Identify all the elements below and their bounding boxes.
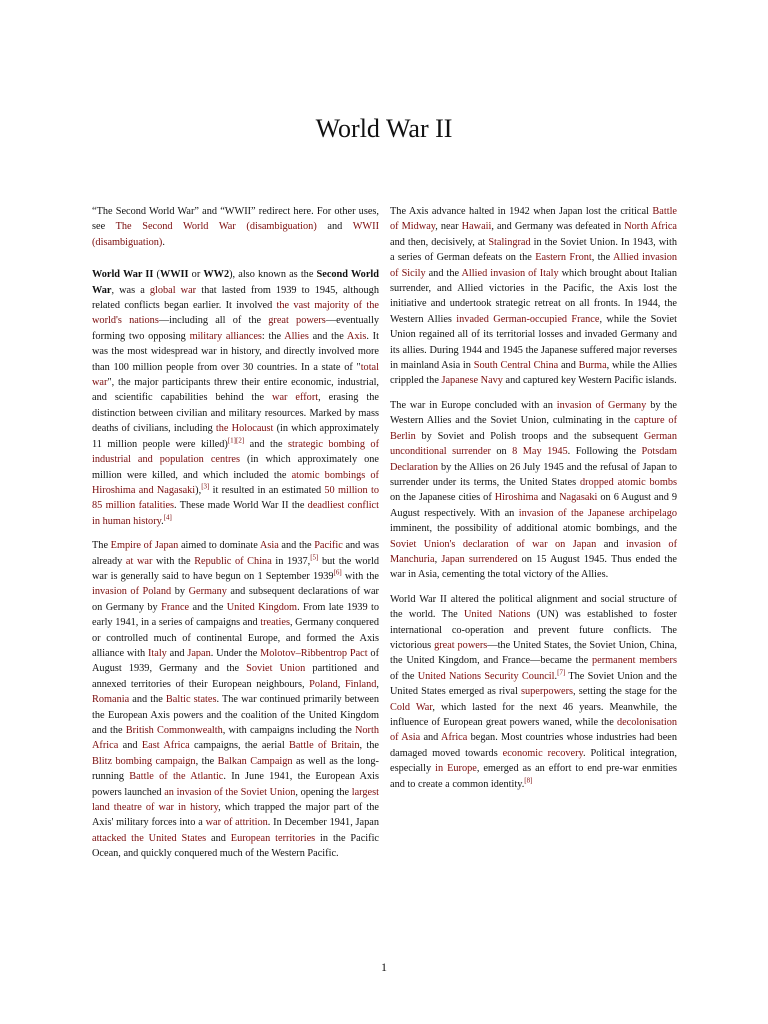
text: World War II altered the political alignment and social structure of the world. The (390, 593, 677, 621)
link-atomic-bombings[interactable]: atomic bombings of Hiroshima and Nagasaki (92, 469, 379, 496)
text: : the (261, 330, 285, 342)
citation-ref[interactable]: [4] (163, 513, 172, 522)
citation-ref[interactable]: [8] (524, 776, 533, 785)
paragraph-4 (390, 398, 677, 583)
text: . (161, 515, 164, 527)
hatnote (92, 204, 379, 250)
text: , which trapped the major part of the Axis' military forces into a (92, 802, 379, 829)
text: on 6 August and 9 August respectively. With an (390, 492, 678, 519)
text: ), also known as the (229, 269, 317, 281)
text: and (596, 538, 627, 550)
link-molotov-ribbentrop-pact[interactable]: Molotov–Ribbentrop Pact (260, 647, 368, 659)
link-france[interactable]: France (161, 601, 190, 613)
text: or (188, 269, 204, 281)
text: . Political integration, especially (390, 747, 678, 775)
text: . From late 1939 to early 1941, in a series of campaigns and (92, 601, 380, 629)
link-total-war[interactable]: total war (92, 361, 379, 389)
link-battle-of-midway[interactable]: Battle of Midway (390, 206, 677, 233)
link-superpowers[interactable]: superpowers (520, 686, 574, 698)
text: . These made World War II the (174, 500, 308, 512)
text: with the (341, 570, 379, 582)
text: The Axis advance halted in 1942 when Japan lost the critical (390, 206, 653, 217)
link-deadliest-conflict[interactable]: deadliest conflict in human history (92, 500, 379, 527)
text: ", the major participants threw their entire economic, industrial, and scientific capabilities behind the (92, 377, 379, 404)
link-east-africa[interactable]: East Africa (141, 740, 190, 752)
link-8-may-1945[interactable]: 8 May 1945 (512, 446, 568, 458)
text: The Soviet Union and the United States emerged as rival (390, 670, 677, 698)
text: , Germany conquered or controlled much of continental Europe, and formed the Axis alliance with (92, 617, 380, 659)
link-balkan-campaign[interactable]: Balkan Campaign (217, 755, 293, 767)
link-pacific[interactable]: Pacific (314, 540, 343, 552)
link-invasion-of-italy[interactable]: Allied invasion of Italy (461, 267, 559, 279)
link-battle-of-the-atlantic[interactable]: Battle of the Atlantic (129, 771, 224, 783)
text: , was a (111, 284, 150, 296)
link-japan-surrendered[interactable]: Japan surrendered (441, 553, 518, 565)
link-largest-land-theatre[interactable]: largest land theatre of war in history (92, 786, 379, 814)
link-soviet-declaration-of-war[interactable]: Soviet Union's declaration of war on Japan (390, 538, 597, 550)
text: which brought about Italian surrender, and Allied victories in the Pacific, the Axis lost the initiative and undertook strategic retreat on all fronts. In 1944, the Western Allies (390, 267, 677, 325)
link-south-central-china[interactable]: South Central China (473, 360, 559, 372)
text: , opening the (295, 786, 352, 798)
text: , near (435, 221, 462, 233)
text: , the (359, 740, 379, 752)
text: on the Japanese cities of (390, 492, 495, 504)
text: in the Soviet Union. In 1943, with a series of German defeats on the (390, 236, 677, 264)
link-worlds-nations[interactable]: the vast majority of the world's nations (92, 300, 379, 327)
text: and subsequent declarations of war on Germany by (92, 586, 379, 613)
link-romania[interactable]: Romania (92, 694, 130, 706)
link-in-europe[interactable]: in Europe (435, 763, 477, 775)
citation-ref[interactable]: [3] (201, 482, 210, 491)
hatnote-text: “The Second World War” and “WWII” redirect here. For other uses, see (92, 206, 379, 233)
link-the-holocaust[interactable]: the Holocaust (215, 423, 274, 435)
text: . It was the most widespread war in history, and directly involved more than 100 million people from over 30 countries. In a state of " (92, 330, 379, 373)
text: but the world war is generally said to have begun on 1 September 1939 (92, 555, 380, 582)
link-dropped-atomic-bombs[interactable]: dropped atomic bombs (579, 476, 677, 488)
text: and the (189, 601, 227, 613)
link-economic-recovery[interactable]: economic recovery (502, 747, 584, 759)
text: by (171, 586, 189, 598)
link-military-alliances[interactable]: military alliances (189, 330, 262, 342)
link-baltic-states[interactable]: Baltic states (165, 694, 217, 706)
text: . In June 1941, the European Axis powers launched (92, 771, 379, 798)
text: partitioned and annexed territories of their European neighbours, (92, 663, 379, 690)
link-nagasaki[interactable]: Nagasaki (559, 492, 598, 504)
link-invasion-of-japan[interactable]: invasion of the Japanese archipelago (518, 507, 677, 519)
link-axis[interactable]: Axis (346, 330, 367, 342)
text: and captured key Western Pacific islands. (502, 375, 677, 387)
left-column (92, 204, 379, 871)
link-united-nations[interactable]: United Nations (464, 609, 531, 621)
text: (UN) was established to foster international co-operation and prevent future conflicts. The victorious (390, 609, 677, 651)
link-north-africa[interactable]: North Africa (92, 725, 379, 752)
bold-term: WW2 (203, 269, 230, 281)
link-security-council[interactable]: United Nations Security Council (417, 670, 555, 682)
link-soviet-union[interactable]: Soviet Union (246, 663, 306, 675)
link-attacked-united-states[interactable]: attacked the United States (92, 832, 207, 844)
text: , erasing the distinction between civilian and military resources. Marked by mass deaths of civilians, including (92, 392, 379, 435)
text: —the United States, the Soviet Union, China, the United Kingdom, and France—became the (390, 639, 677, 667)
link-invasion-of-sicily[interactable]: Allied invasion of Sicily (390, 252, 678, 279)
page-title: World War II (315, 114, 453, 143)
text: and (166, 647, 188, 659)
text: , (376, 678, 379, 690)
hatnote-text: . (162, 236, 165, 248)
paragraph-intro (92, 267, 379, 529)
text: and the (308, 330, 347, 342)
text: The war in Europe concluded with an (390, 399, 557, 411)
text: it resulted in an estimated (209, 484, 325, 496)
link-war-effort[interactable]: war effort (272, 392, 319, 404)
text: , emerged as an effort to end pre-war enmities and to create a common identity. (390, 763, 677, 790)
link-wwii-disambiguation[interactable]: WWII (disambiguation) (92, 221, 379, 248)
hatnote-text: and (316, 221, 353, 233)
link-hawaii[interactable]: Hawaii (461, 221, 492, 233)
text: . The war continued primarily between the European Axis powers and the coalition of the United Kingdom and the (92, 694, 379, 736)
link-german-surrender[interactable]: German unconditional surrender (390, 430, 677, 458)
text: that lasted from 1939 to 1945, although related conflicts began earlier. It involved (92, 284, 379, 312)
text: by the Western Allies and the Soviet Union, culminating in the (390, 399, 678, 427)
link-british-commonwealth[interactable]: British Commonwealth (125, 725, 223, 736)
link-fatalities[interactable]: 50 million to 85 million fatalities (92, 484, 379, 512)
text: by Soviet and Polish troops and the subsequent (415, 430, 644, 442)
link-hiroshima[interactable]: Hiroshima (494, 492, 539, 504)
text: , the (195, 755, 218, 767)
link-war-of-attrition[interactable]: war of attrition (205, 817, 268, 829)
text: , (337, 678, 345, 690)
text: ( (153, 269, 160, 281)
text: ), (195, 484, 202, 496)
link-potsdam-declaration[interactable]: Potsdam Declaration (390, 446, 677, 473)
link-at-war[interactable]: at war (125, 555, 153, 567)
citation-ref[interactable]: [1][2] (227, 436, 245, 445)
bold-term: World War II (92, 269, 154, 281)
text: and the (278, 540, 315, 552)
text: began. Most countries whose industries had been damaged moved towards (390, 732, 677, 759)
text: in the Pacific Ocean, and quickly conquered much of the Western Pacific. (92, 832, 379, 860)
text: The (92, 540, 111, 552)
link-japan[interactable]: Japan (187, 647, 211, 659)
link-strategic-bombing[interactable]: strategic bombing of industrial and population centres (92, 438, 380, 466)
text: of August 1939, Germany and the (92, 647, 380, 675)
text: and then, decisively, at (390, 236, 489, 248)
link-battle-of-britain[interactable]: Battle of Britain (289, 740, 360, 752)
link-eastern-front[interactable]: Eastern Front (535, 252, 592, 264)
link-global-war[interactable]: global war (149, 284, 197, 296)
text: and (206, 832, 231, 844)
link-permanent-members[interactable]: permanent members (592, 655, 677, 667)
paragraph-5 (390, 592, 677, 792)
link-cold-war[interactable]: Cold War (390, 701, 433, 713)
text: as well as the long-running (92, 755, 379, 783)
link-japanese-navy[interactable]: Japanese Navy (441, 375, 503, 387)
text: and was already (92, 540, 379, 567)
text: campaigns, the aerial (189, 740, 290, 752)
text: on (490, 446, 513, 458)
citation-ref[interactable]: [5] (310, 553, 319, 562)
text: in 1937, (271, 555, 311, 567)
text: . In December 1941, Japan (267, 817, 379, 829)
link-africa[interactable]: Africa (441, 732, 468, 744)
text: and (538, 492, 560, 504)
paragraph-2 (92, 538, 379, 862)
bold-term: WWII (159, 269, 189, 281)
text: , the (591, 252, 614, 264)
text: , while the Soviet Union regained all of its territorial losses and invaded Germany and its allies. During 1944 and 1945 the Japanese suffered major reverses in mainland Asia in (390, 313, 677, 372)
link-blitz[interactable]: Blitz bombing campaign (92, 755, 196, 767)
text: , while the Allies crippled the (390, 360, 678, 387)
link-asia[interactable]: Asia (259, 540, 279, 552)
text: and (118, 740, 142, 752)
text: , and Germany was defeated in (491, 221, 625, 233)
paragraph-3 (390, 204, 677, 389)
link-north-africa[interactable]: North Africa (624, 221, 677, 233)
bold-term: Second World War (92, 269, 379, 296)
link-capture-of-berlin[interactable]: capture of Berlin (390, 415, 678, 442)
text: , with campaigns including the (222, 725, 355, 736)
text: with the (152, 555, 195, 567)
link-united-kingdom[interactable]: United Kingdom (226, 601, 298, 613)
link-italy[interactable]: Italy (147, 647, 167, 659)
link-poland[interactable]: Poland (309, 678, 338, 690)
text: , which lasted for the next 46 years. Meanwhile, the influence of European great powers waned, while the (390, 701, 677, 728)
link-germany[interactable]: Germany (188, 586, 227, 598)
link-finland[interactable]: Finland (344, 678, 377, 690)
link-invasion-of-germany[interactable]: invasion of Germany (556, 399, 647, 411)
link-decolonisation-of-asia[interactable]: decolonisation of Asia (390, 717, 677, 744)
link-great-powers[interactable]: great powers (268, 315, 326, 327)
link-invasion-of-manchuria[interactable]: invasion of Manchuria (390, 538, 678, 565)
page-number: 1 (381, 960, 387, 974)
text: and the (425, 267, 462, 279)
link-empire-of-japan[interactable]: Empire of Japan (110, 540, 179, 552)
citation-ref[interactable]: [6] (333, 568, 342, 577)
text: and (558, 360, 579, 372)
text: —eventually forming two opposing (92, 315, 379, 342)
link-allies[interactable]: Allies (284, 330, 309, 342)
link-european-territories[interactable]: European territories (230, 832, 316, 844)
text: —including all of the (158, 315, 269, 327)
text: of the (390, 670, 418, 682)
text: and the (244, 438, 289, 450)
text: imminent, the possibility of additional atomic bombings, and the (390, 523, 677, 535)
text: . (554, 670, 558, 682)
link-invaded-occupied-france[interactable]: invaded German-occupied France (456, 313, 600, 325)
right-column (390, 204, 677, 801)
link-republic-of-china[interactable]: Republic of China (194, 555, 272, 567)
citation-ref[interactable]: [7] (557, 668, 566, 677)
link-treaties[interactable]: treaties (260, 617, 290, 629)
link-burma[interactable]: Burma (578, 360, 607, 372)
text: by the Allies on 26 July 1945 and the refusal of Japan to surrender under its terms, the United States (390, 461, 677, 488)
text: . Under the (210, 647, 261, 659)
text: aimed to dominate (178, 540, 260, 552)
text: on 15 August 1945. Thus ended the war in Asia, cementing the total victory of the Allies. (390, 553, 677, 581)
text: , setting the stage for the (573, 686, 677, 698)
link-invasion-of-poland[interactable]: invasion of Poland (92, 586, 172, 598)
text: and the (129, 694, 166, 706)
text: (in which approximately 11 million people were killed) (92, 423, 379, 450)
text: and (420, 732, 442, 744)
link-invasion-of-soviet-union[interactable]: an invasion of the Soviet Union (164, 786, 296, 798)
link-stalingrad[interactable]: Stalingrad (488, 236, 531, 248)
text: (in which approximately one million were killed, and which included the (92, 454, 379, 481)
text: , (434, 553, 442, 565)
link-great-powers[interactable]: great powers (434, 639, 488, 651)
link-second-world-war-disambiguation[interactable]: The Second World War (disambiguation) (115, 221, 317, 233)
text: . Following the (567, 446, 642, 458)
